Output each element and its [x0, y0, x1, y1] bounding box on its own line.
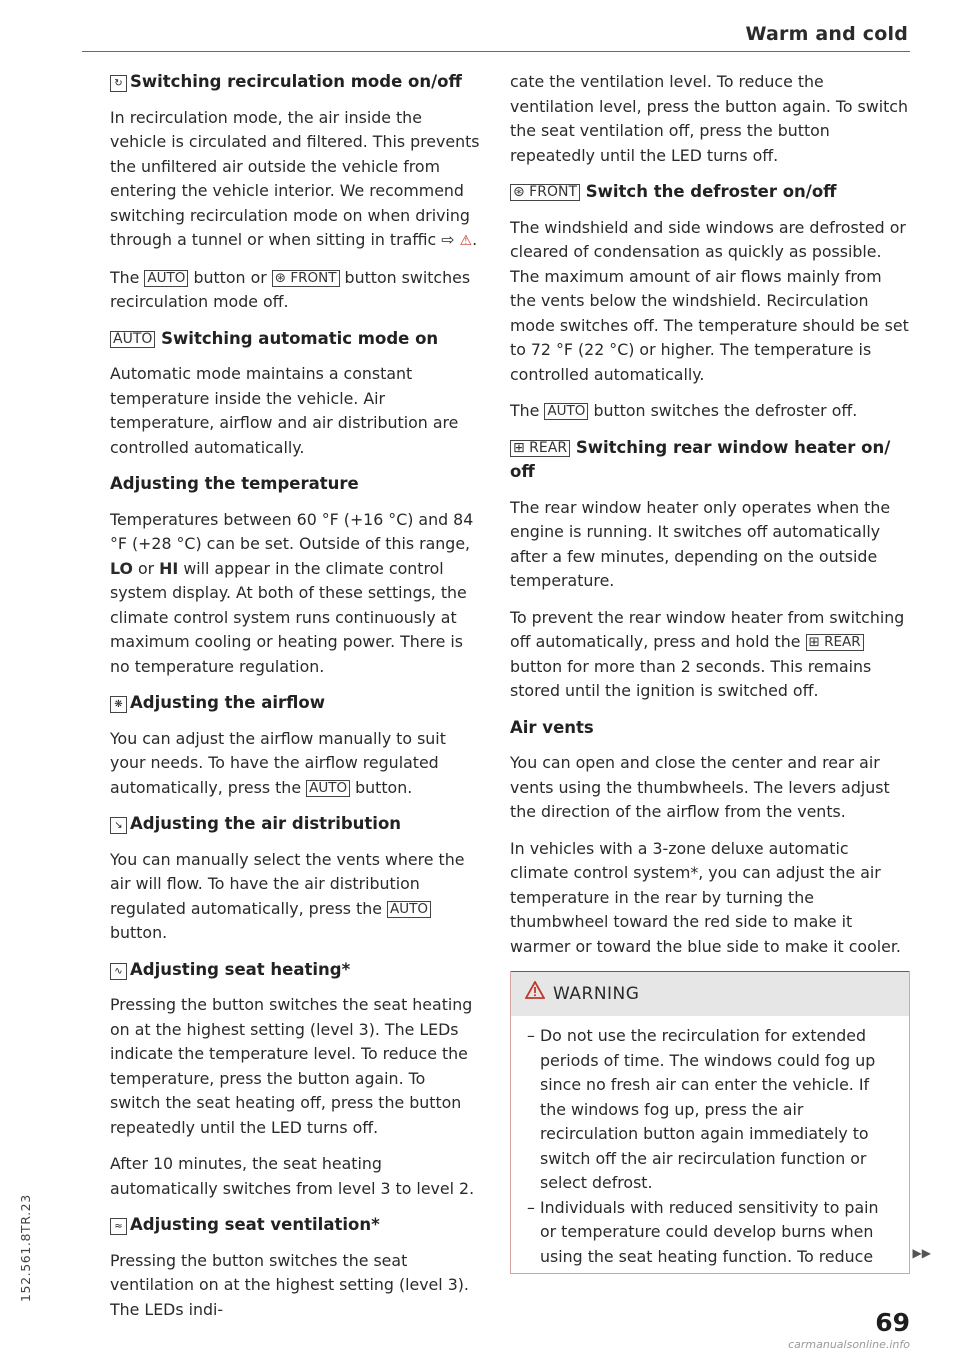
warning-header — [511, 971, 909, 1016]
temperature-heading: Adjusting the temperature — [110, 474, 359, 493]
seat-heating-paragraph-1: Pressing the button switches the seat heating on at the highest setting (level 3). The LEDs indicate the temperature level. To reduce the temperature, press the button again. To switch the seat heating off, press the button repeatedly until the LED turns off. — [110, 995, 473, 1137]
rear-paragraph-2: To prevent the rear window heater from switching off automatically, press and hold the ⊞ REAR button for more than 2 seconds. This remains stored until the ignition is switched off. — [510, 607, 905, 700]
rear-paragraph-1: The rear window heater only operates when the engine is running. It switches off automatically after a few minutes, depending on the outside temperature. — [510, 497, 891, 590]
rear-heading: ⊞ REAR Switching rear window heater on/ off — [510, 437, 891, 481]
airflow-paragraph: You can adjust the airflow manually to suit your needs. To have the airflow regulated automatically, press the AUTO button. — [110, 728, 446, 797]
section-title: Warm and cold — [745, 23, 908, 45]
seat-ventilation-heading: ≈ Adjusting seat ventilation* — [110, 1213, 480, 1238]
document-code: 152.561.8TR.23 — [18, 1194, 33, 1302]
airflow-heading: ❋ Adjusting the airflow — [110, 691, 480, 716]
seat-ventilation-icon: ≈ — [110, 1218, 127, 1235]
front-key: ⊛ FRONT — [510, 184, 580, 201]
recirc-off-paragraph: The AUTO button or ⊛ FRONT button switches recirculation mode off. — [110, 267, 471, 311]
auto-key: AUTO — [544, 403, 588, 420]
air-distribution-icon: ↘ — [110, 817, 127, 834]
front-auto-paragraph: The AUTO button switches the defroster off. — [510, 401, 858, 420]
warning-box — [510, 971, 931, 1274]
recirc-heading — [110, 70, 480, 95]
auto-key: AUTO — [144, 270, 188, 287]
header-rule — [82, 51, 910, 52]
rear-key: ⊞ REAR — [806, 634, 864, 651]
continue-arrow-icon: ▶▶ — [912, 1245, 931, 1260]
right-column — [510, 70, 931, 1274]
seat-heating-paragraph-2: After 10 minutes, the seat heating automatically switches from level 3 to level 2. — [110, 1154, 475, 1198]
seat-heating-icon: ∿ — [110, 963, 127, 980]
seat-heating-heading: ∿ Adjusting seat heating* — [110, 958, 480, 983]
temperature-paragraph: Temperatures between 60 °F (+16 °C) and 84 °F (+28 °C) can be set. Outside of this range, LO or HI will appear in the climate control system display. At both of these settings, the climate control system runs continuously at maximum cooling or heating power. There is no temperature regulation. — [110, 509, 474, 676]
auto-heading: AUTO Switching automatic mode on — [110, 327, 480, 352]
recirc-title: Switching recirculation mode on/off — [130, 72, 462, 91]
warning-item: – Individuals with reduced sensitivity to pain or temperature could develop burns when using the seat heating function. To reduce — [527, 1196, 893, 1270]
air-vents-paragraph-1: You can open and close the center and rear air vents using the thumbwheels. The levers adjust the direction of the airflow from the vents. — [510, 753, 890, 821]
warning-label: WARNING — [553, 983, 640, 1004]
distribution-paragraph: You can manually select the vents where the air will flow. To have the air distribution regulated automatically, press the AUTO button. — [110, 849, 465, 942]
left-column — [110, 70, 480, 1334]
front-paragraph: The windshield and side windows are defrosted or cleared of condensation as quickly as possible. The maximum amount of air flows mainly from the vents below the windshield. Recirculation mode switches off. The temperature should be set to 72 °F (22 °C) or higher. The temperature is controlled automatically. — [510, 217, 909, 384]
auto-key: AUTO — [306, 780, 350, 797]
rear-key: ⊞ REAR — [510, 440, 570, 457]
distribution-heading: ↘ Adjusting the air distribution — [110, 812, 480, 837]
ventilation-continued: cate the ventilation level. To reduce the ventilation level, press the button again. To switch the seat ventilation off, press the button repeatedly until the LED turns off. — [510, 72, 908, 165]
front-key: ⊛ FRONT — [272, 270, 340, 287]
air-vents-heading: Air vents — [510, 717, 594, 737]
watermark: carmanualsonline.info — [788, 1338, 910, 1351]
recirculation-icon: ↻ — [110, 75, 127, 92]
auto-key: AUTO — [387, 901, 431, 918]
recirc-paragraph: In recirculation mode, the air inside the vehicle is circulated and filtered. This prevents the unfiltered air outside the vehicle from entering the vehicle interior. We recommend switching recirculation mode on when driving through a tunnel or when sitting in traffic ⇨ ⚠. — [110, 107, 480, 249]
seat-ventilation-paragraph: Pressing the button switches the seat ventilation on at the highest setting (level 3). The LEDs indi- — [110, 1250, 469, 1319]
fan-icon: ❋ — [110, 696, 127, 713]
auto-key: AUTO — [110, 331, 155, 348]
air-vents-paragraph-2: In vehicles with a 3-zone deluxe automatic climate control system*, you can adjust the air temperature in the rear by turning the thumbwheel toward the red side to make it warmer or toward the blue side to make it cooler. — [510, 838, 901, 956]
warning-triangle-icon: ⚠ — [459, 233, 473, 249]
warning-triangle-icon — [525, 981, 545, 1007]
front-heading: ⊛ FRONT Switch the defroster on/off — [510, 180, 910, 205]
page-number: 69 — [875, 1308, 910, 1337]
warning-item: – Do not use the recirculation for extended periods of time. The windows could fog up since no fresh air can enter the vehicle. If the windows fog up, press the air recirculation button again immediately to switch off the air recirculation function or select defrost. — [527, 1024, 893, 1196]
warning-list — [511, 1016, 909, 1273]
auto-paragraph: Automatic mode maintains a constant temperature inside the vehicle. Air temperature, airflow and air distribution are controlled automatically. — [110, 364, 459, 457]
